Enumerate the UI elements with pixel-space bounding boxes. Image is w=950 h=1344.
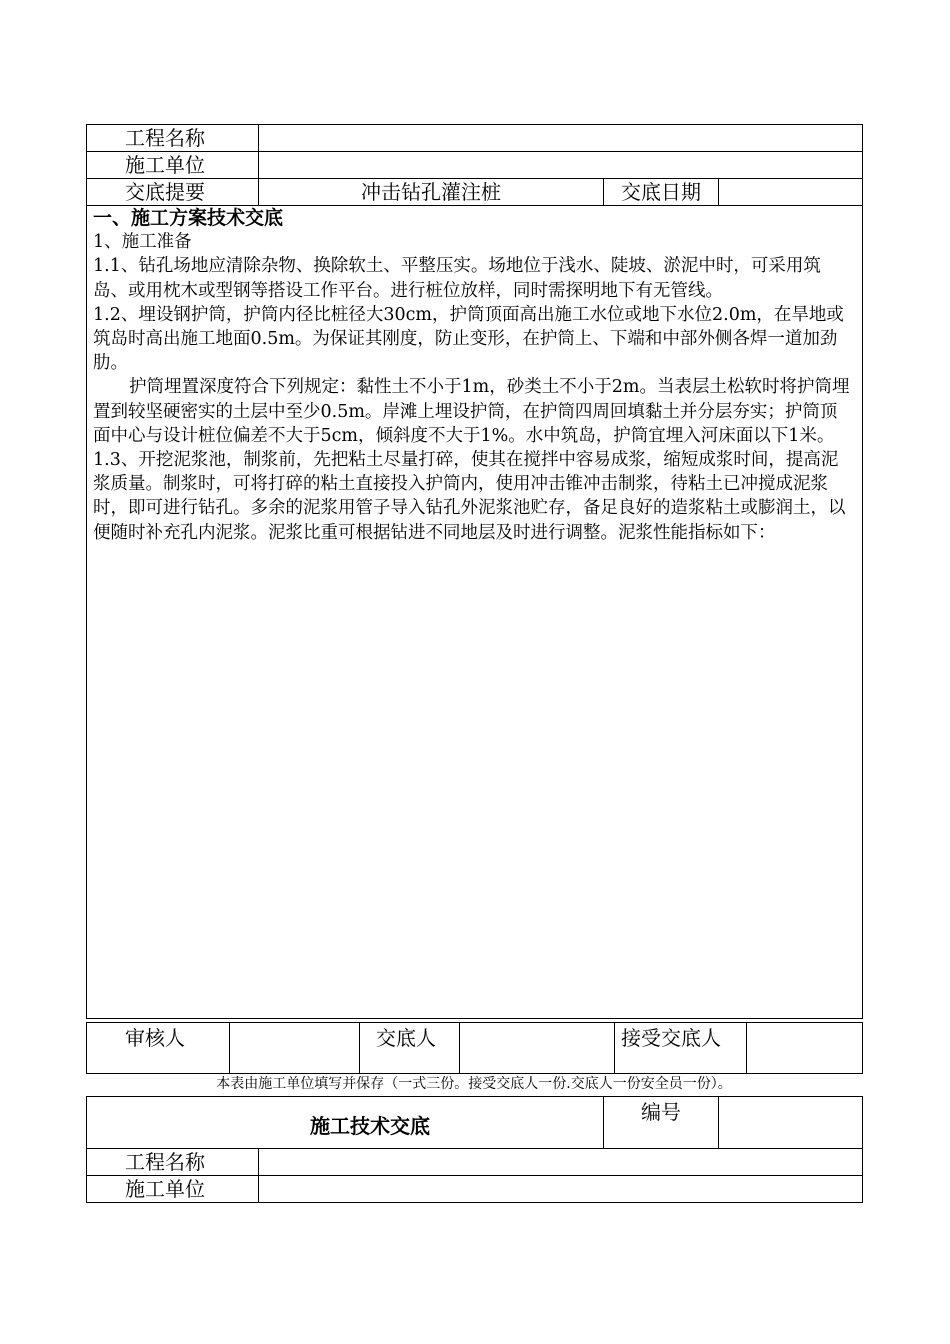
date-label: 交底日期: [604, 179, 719, 206]
second-construction-unit-row: [87, 1176, 863, 1203]
second-construction-unit-value[interactable]: [259, 1176, 863, 1203]
footer-note: 本表由施工单位填写并保存（一式三份。接受交底人一份.交底人一份安全员一份）。: [216, 1076, 732, 1092]
section-heading: 一、施工方案技术交底: [93, 207, 284, 229]
reviewer-field[interactable]: [230, 1023, 360, 1074]
paragraph-1-3: 1.3、开挖泥浆池，制浆前，先把粘土尽量打碎，使其在搅拌中容易成浆，缩短成浆时间，提高泥浆质量。制浆时，可将打碎的粘土直接投入护筒内，使用冲击锥冲击制浆，待粘土已冲搅成泥浆时，即可进行钻孔。多余的泥浆用管子导入钻孔外泥浆池贮存，备足良好的造浆粘土或膨润土，以便随时补充孔内泥浆。泥浆比重可根据钻进不同地层及时进行调整。泥浆性能指标如下：: [93, 450, 846, 543]
second-briefing-form: [86, 1096, 863, 1203]
project-name-row: [87, 125, 863, 152]
second-project-name-label: 工程名称: [87, 1149, 259, 1176]
second-project-name-row: [87, 1149, 863, 1176]
signature-table: [86, 1022, 863, 1074]
signature-row: [87, 1023, 863, 1074]
content-cell: [87, 206, 863, 1019]
paragraph-1-2: 1.2、埋设钢护筒，护筒内径比桩径大30cm，护筒顶面高出施工水位或地下水位2.0m，在旱地或筑岛时高出施工地面0.5m。为保证其刚度，防止变形，在护筒上、下端和中部外侧各焊一道加劲肋。: [93, 304, 844, 374]
number-field[interactable]: [719, 1097, 863, 1149]
receiver-field[interactable]: [747, 1023, 863, 1074]
construction-unit-row: [87, 152, 863, 179]
construction-unit-label: 施工单位: [87, 152, 259, 179]
summary-label: 交底提要: [87, 179, 259, 206]
content-row: [87, 206, 863, 1019]
paragraph-1-1: 1.1、钻孔场地应清除杂物、换除软土、平整压实。场地位于浅水、陡坡、淤泥中时，可采用筑岛、或用枕木或型钢等搭设工作平台。进行桩位放样，同时需探明地下有无管线。: [93, 256, 821, 301]
summary-row: [87, 179, 863, 206]
construction-unit-value[interactable]: [259, 152, 863, 179]
second-construction-unit-label: 施工单位: [87, 1176, 259, 1203]
date-value[interactable]: [719, 179, 863, 206]
project-name-label: 工程名称: [87, 125, 259, 152]
presenter-label: 交底人: [360, 1023, 460, 1074]
paragraph-casing-depth: 护筒埋置深度符合下列规定：黏性土不小于1m，砂类土不小于2m。当表层土松软时将护筒埋置到较坚硬密实的土层中至少0.5m。岸滩上埋设护筒，在护筒四周回填黏土并分层夯实；护筒顶面中心与设计桩位偏差不大于5cm，倾斜度不大于1%。水中筑岛，护筒宜埋入河床面以下1米。: [93, 377, 850, 446]
briefing-content: [87, 206, 862, 1018]
presenter-field[interactable]: [460, 1023, 615, 1074]
second-title-row: [87, 1097, 863, 1149]
technical-briefing-form: [86, 124, 863, 1019]
second-project-name-value[interactable]: [259, 1149, 863, 1176]
summary-value: 冲击钻孔灌注桩: [259, 179, 604, 206]
subsection-heading: 1、施工准备: [93, 232, 192, 253]
project-name-value[interactable]: [259, 125, 863, 152]
second-form-title: 施工技术交底: [87, 1097, 604, 1149]
number-label: 编号: [604, 1097, 719, 1149]
reviewer-label: 审核人: [87, 1023, 230, 1074]
receiver-label: 接受交底人: [615, 1023, 747, 1074]
